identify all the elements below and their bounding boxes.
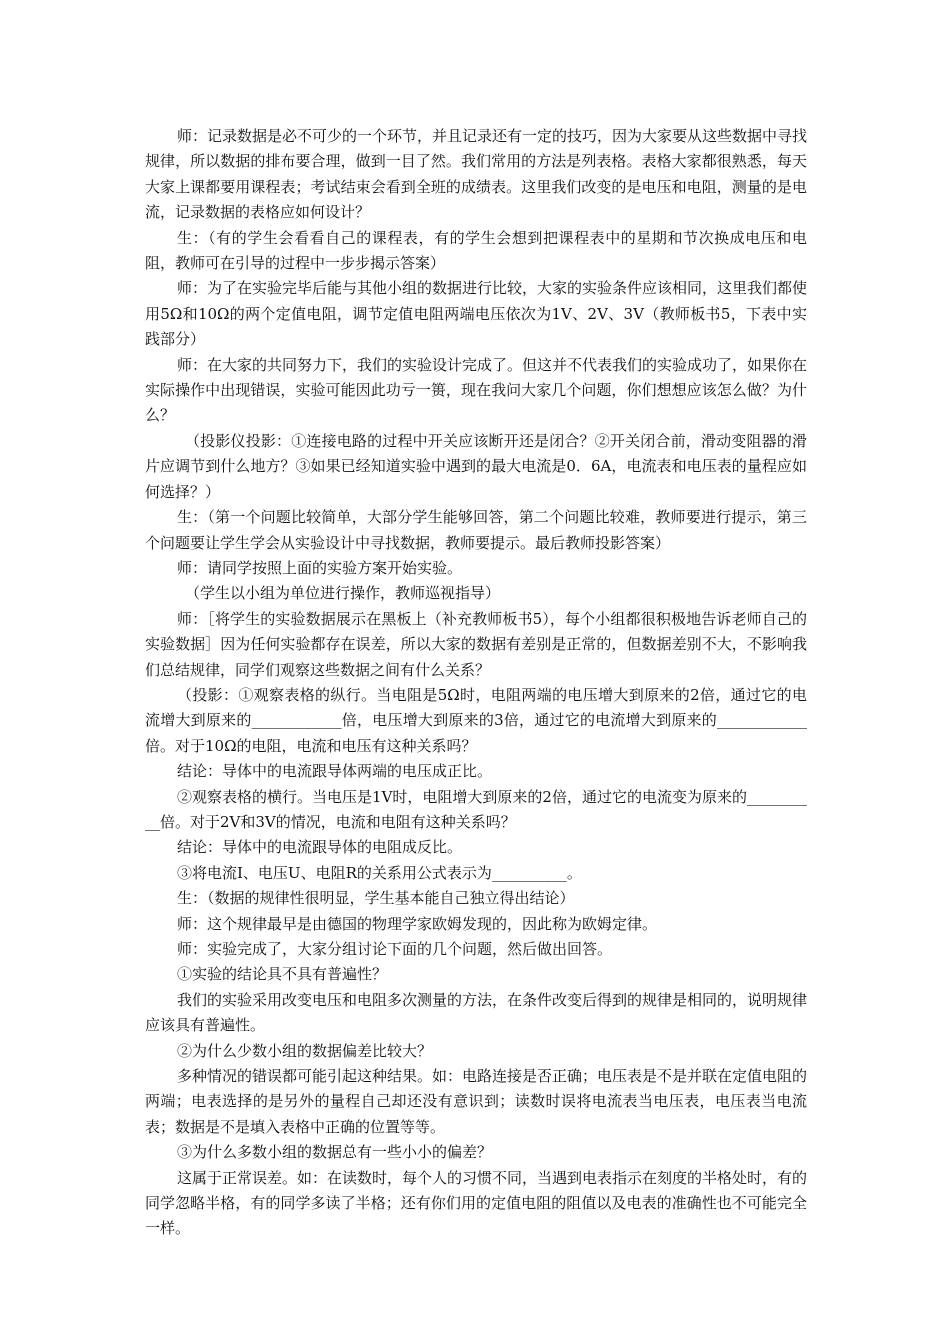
paragraph-teacher-record-data: 师：记录数据是必不可少的一个环节，并且记录还有一定的技巧，因为大家要从这些数据中寻找规律，所以数据的排布要合理，做到一目了然。我们常用的方法是列表格。表格大家都很熟悉，每天大家上课都要用课程表；考试结束会看到全班的成绩表。这里我们改变的是电压和电阻，测量的是电流，记录数据的表格应如何设计？	[145, 127, 808, 222]
paragraph-question-universality: ①实验的结论具不具有普遍性？	[177, 965, 388, 984]
paragraph-conclusion-voltage: 结论：导体中的电流跟导体两端的电压成正比。	[177, 762, 493, 781]
paragraph-formula-question: ③将电流I、电压U、电阻R的关系用公式表示为__________。	[177, 863, 582, 882]
paragraph-projection-questions: （投影仪投影：①连接电路的过程中开关应该断开还是闭合？②开关闭合前，滑动变阻器的滑片应调节到什么地方？③如果已经知道实验中遇到的最大电流是0．6A，电流表和电压表的量程应如何选择？）	[145, 431, 807, 501]
paragraph-observe-rows: ②观察表格的横行。当电压是1V时，电阻增大到原来的2倍，通过它的电流变为原来的__________倍。对于2V和3V的情况，电流和电阻有这种关系吗？	[145, 787, 807, 831]
paragraph-answer-small-deviation: 这属于正常误差。如：在读数时，每个人的习惯不同，当遇到电表指示在刻度的半格处时，有的同学忽略半格，有的同学多读了半格；还有你们用的定值电阻的阻值以及电表的准确性也不可能完全一样。	[145, 1168, 808, 1238]
paragraph-answer-large-deviation: 多种情况的错误都可能引起这种结果。如：电路连接是否正确；电压表是不是并联在定值电阻的两端；电表选择的是另外的量程自己却还没有意识到；读数时误将电流表当电压表，电压表当电流表；数据是不是填入表格中正确的位置等等。	[145, 1067, 808, 1136]
paragraph-question-small-deviation: ③为什么多数小组的数据总有一些小小的偏差？	[177, 1143, 493, 1162]
paragraph-answer-universality: 我们的实验采用改变电压和电阻多次测量的方法，在条件改变后得到的规律是相同的，说明规律应该具有普遍性。	[145, 990, 808, 1035]
paragraph-group-discussion: 师：实验完成了，大家分组讨论下面的几个问题，然后做出回答。	[177, 940, 613, 958]
paragraph-projection-columns: （投影：①观察表格的纵行。当电阻是5Ω时，电阻两端的电压增大到原来的2倍，通过它的电流增大到原来的____________倍，电压增大到原来的3倍，通过它的电流增大到原来的____________倍。对于10Ω的电阻，电流和电压有这种关系吗？	[145, 685, 807, 755]
paragraph-student-conclusion: 生：（数据的规律性很明显，学生基本能自己独立得出结论）	[177, 889, 575, 908]
paragraph-student-table-design: 生：（有的学生会看看自己的课程表，有的学生会想到把课程表中的星期和节次换成电压和电阻，教师可在引导的过程中一步步揭示答案）	[145, 228, 807, 273]
paragraph-group-operation: （学生以小组为单位进行操作，教师巡视指导）	[185, 584, 501, 603]
paragraph-conclusion-resistance: 结论：导体中的电流跟导体的电阻成反比。	[177, 838, 463, 857]
document-body	[145, 124, 807, 1242]
paragraph-teacher-experiment-conditions: 师：为了在实验完毕后能与其他小组的数据进行比较，大家的实验条件应该相同，这里我们都使用5Ω和10Ω的两个定值电阻，调节定值电阻两端电压依次为1V、2V、3V（教师板书5，下表中实践部分）	[145, 279, 808, 349]
paragraph-teacher-questions: 师：在大家的共同努力下，我们的实验设计完成了。但这并不代表我们的实验成功了，如果你在实际操作中出现错误，实验可能因此功亏一篑，现在我问大家几个问题，你们想想应该怎么做？为什么？	[145, 355, 808, 425]
paragraph-question-large-deviation: ②为什么少数小组的数据偏差比较大？	[177, 1041, 433, 1060]
paragraph-teacher-show-data: 师：［将学生的实验数据展示在黑板上（补充教师板书5），每个小组都很积极地告诉老师自己的实验数据］因为任何实验都存在误差，所以大家的数据有差别是正常的，但数据差别不大，不影响我们总结规律，同学们观察这些数据之间有什么关系？	[145, 609, 807, 679]
paragraph-teacher-start-experiment: 师：请同学按照上面的实验方案开始实验。	[177, 558, 463, 577]
paragraph-student-answers: 生：（第一个问题比较简单，大部分学生能够回答，第二个问题比较难，教师要进行提示，第三个问题要让学生学会从实验设计中寻找数据，教师要提示。最后教师投影答案）	[145, 508, 807, 552]
paragraph-ohms-law: 师：这个规律最早是由德国的物理学家欧姆发现的，因此称为欧姆定律。	[177, 914, 658, 933]
